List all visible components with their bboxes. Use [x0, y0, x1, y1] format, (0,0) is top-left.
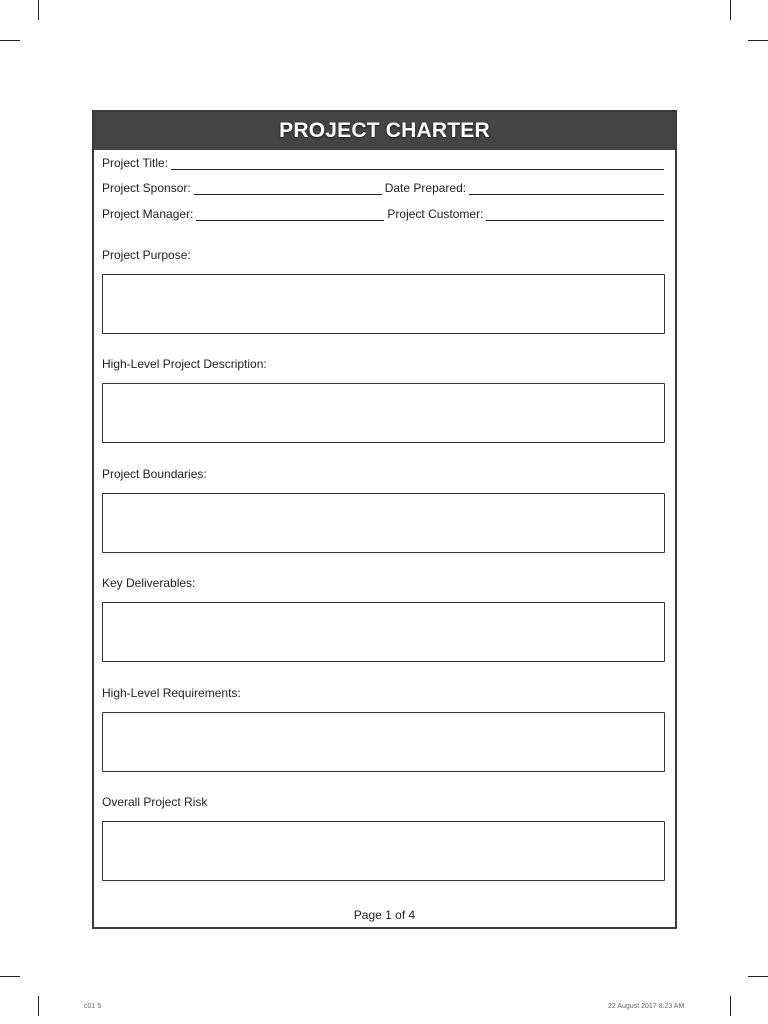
project-purpose-label: Project Purpose:: [102, 248, 191, 262]
crop-mark-bottom-left: [38, 996, 39, 1016]
key-deliverables-box[interactable]: [102, 602, 665, 662]
project-description-label: High-Level Project Description:: [102, 357, 267, 371]
project-title-label: Project Title:: [102, 156, 169, 170]
crop-mark-top-right-h: [748, 40, 768, 41]
page-number: Page 1 of 4: [353, 908, 416, 922]
crop-mark-bottom-right: [730, 996, 731, 1016]
project-risk-box[interactable]: [102, 821, 665, 881]
project-risk-label: Overall Project Risk: [102, 795, 208, 809]
project-purpose-box[interactable]: [102, 274, 665, 334]
project-title-field[interactable]: [171, 157, 664, 170]
form-title: PROJECT CHARTER: [94, 112, 675, 150]
project-boundaries-box[interactable]: [102, 493, 665, 553]
project-boundaries-label: Project Boundaries:: [102, 467, 207, 481]
crop-mark-top-left-h: [0, 40, 20, 41]
project-sponsor-label: Project Sponsor:: [102, 181, 191, 195]
key-deliverables-label: Key Deliverables:: [102, 576, 196, 590]
project-customer-label: Project Customer:: [387, 207, 484, 221]
project-manager-label: Project Manager:: [102, 207, 194, 221]
project-charter-form: [92, 110, 677, 929]
sponsor-date-row: [102, 181, 667, 195]
crop-mark-top-right: [730, 0, 731, 20]
project-title-row: [102, 156, 667, 170]
project-sponsor-field[interactable]: [194, 182, 382, 195]
footer-left-slug: c01 5: [84, 1003, 102, 1010]
date-prepared-label: Date Prepared:: [384, 181, 467, 195]
crop-mark-bottom-right-h: [748, 976, 768, 977]
requirements-box[interactable]: [102, 712, 665, 772]
project-manager-field[interactable]: [196, 208, 384, 221]
project-description-box[interactable]: [102, 383, 665, 443]
project-customer-field[interactable]: [486, 208, 664, 221]
date-prepared-field[interactable]: [469, 182, 664, 195]
footer-right-timestamp: 22 August 2017 8:23 AM: [608, 1003, 685, 1010]
requirements-label: High-Level Requirements:: [102, 686, 241, 700]
crop-mark-top-left: [38, 0, 39, 20]
crop-mark-bottom-left-h: [0, 976, 20, 977]
manager-customer-row: [102, 207, 667, 221]
